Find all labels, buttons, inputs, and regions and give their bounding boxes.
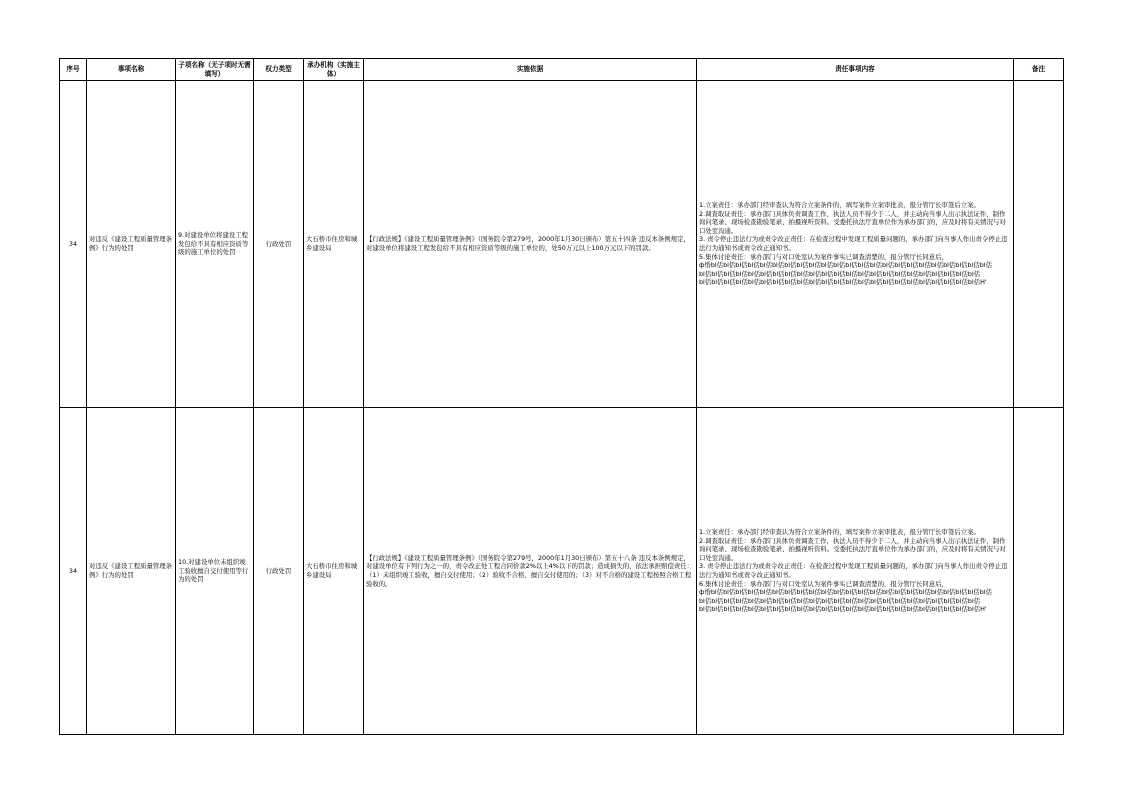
responsibility-line: bl佸bl佸bl佸bl佸bl佸bl佸bl佸bl佸bl佸bl佸bl佸bl佸bl佸bl佸bl佸bl佸bl佸bl佸bl佸bl佸bl佸bl佸bl佸 xyxy=(699,269,981,278)
cell-agency: 大石桥市住房和城乡建设局 xyxy=(304,81,364,408)
cell-sub-item: 10.对建设单位未组织竣工验收擅自交付使用等行为的处罚 xyxy=(176,408,254,735)
header-agency: 承办机构（实施主体） xyxy=(304,59,364,81)
cell-power-type: 行政处罚 xyxy=(254,408,304,735)
cell-basis: 【行政法规】《建设工程质量管理条例》（国务院令第279号，2000年1月30日颁布）第五十四条 违反本条例规定，对建设单位将建设工程发包给不具有相应资质等级的施工单位的，处50万元以上100万元以下的罚款。 xyxy=(364,81,697,408)
cell-power-type: 行政处罚 xyxy=(254,81,304,408)
header-row xyxy=(60,59,1064,81)
table-row xyxy=(60,408,1064,735)
responsibility-line: 5.集体讨论责任：承办部门与对口处室认为案件事实已调查清楚的，报分管厅长同意后， xyxy=(699,252,948,261)
cell-responsibility xyxy=(697,408,1014,735)
header-remarks: 备注 xyxy=(1014,59,1064,81)
table-row xyxy=(60,81,1064,408)
responsibility-line: 2.调查取证责任：承办部门具体负责调查工作，执法人员不得少于二人，并主动向当事人出示执法证件，制作询问笔录、现场检查勘验笔录、拍摄视听资料。受委托执法厅直单位作为承办部门的，应及时将有关情况与对口处室沟通。 xyxy=(699,536,1006,562)
cell-basis: 【行政法规】《建设工程质量管理条例》（国务院令第279号，2000年1月30日颁布）第五十八条 违反本条例规定，对建设单位有下列行为之一的，责令改正处工程合同价款2%以上4%以下的罚款；造成损失的，依法承担赔偿责任：（1）未组织竣工验收，擅自交付使用；（2）验收不合格，擅自交付使用的；（3）对不合格的建设工程按照合格工程验收的。 xyxy=(364,408,697,735)
cell-seq: 34 xyxy=(60,408,87,735)
header-seq: 序号 xyxy=(60,59,87,81)
responsibility-line: 3. 责令停止违法行为或责令改正责任：在检查过程中发现工程质量问题的，承办部门向当事人作出责令停止违法行为通知书或责令改正通知书。 xyxy=(699,562,1008,579)
responsibility-line: 1.立案责任：承办部门经审查认为符合立案条件的，填写案件立案审批表，报分管厅长审签后立案。 xyxy=(699,201,980,210)
responsibility-line: 3. 责令停止违法行为或责令改正责任：在检查过程中发现工程质量问题的，承办部门向当事人作出责令停止违法行为通知书或责令改正通知书。 xyxy=(699,235,1008,252)
cell-remarks xyxy=(1014,81,1064,408)
cell-seq: 34 xyxy=(60,81,87,408)
cell-item-name: 对违反《建设工程质量管理条例》行为的处罚 xyxy=(87,408,176,735)
responsibility-line: ф惛bl佸bl佸bl佸bl佸bl佸bl佸bl佸bl佸bl佸bl佸bl佸bl佸bl佸bl佸bl佸bl佸bl佸bl佸bl佸bl佸bl佸bl佸bl佸 xyxy=(699,588,992,597)
cell-responsibility xyxy=(697,81,1014,408)
responsibility-line: ф惛bl佸bl佸bl佸bl佸bl佸bl佸bl佸bl佸bl佸bl佸bl佸bl佸bl佸bl佸bl佸bl佸bl佸bl佸bl佸bl佸bl佸bl佸bl佸 xyxy=(699,261,992,270)
responsibility-line: bl佸bl佸bl佸bl佸bl佸bl佸bl佸bl佸bl佸bl佸bl佸bl佸bl佸bl佸bl佸bl佸bl佸bl佸bl佸bl佸bl佸bl佸bl佸H' xyxy=(699,278,987,287)
header-power-type: 权力类型 xyxy=(254,59,304,81)
responsibility-line: bl佸bl佸bl佸bl佸bl佸bl佸bl佸bl佸bl佸bl佸bl佸bl佸bl佸bl佸bl佸bl佸bl佸bl佸bl佸bl佸bl佸bl佸bl佸 xyxy=(699,596,981,605)
responsibility-line: 2.调查取证责任：承办部门具体负责调查工作，执法人员不得少于二人，并主动向当事人出示执法证件，制作询问笔录、现场检查勘验笔录、拍摄视听资料。受委托执法厅直单位作为承办部门的，应及时将有关情况与对口处室沟通。 xyxy=(699,209,1006,235)
cell-sub-item: 9.对建设单位将建设工程发包给不具有相应资质等级的施工单位的处罚 xyxy=(176,81,254,408)
responsibility-line: bl佸bl佸bl佸bl佸bl佸bl佸bl佸bl佸bl佸bl佸bl佸bl佸bl佸bl佸bl佸bl佸bl佸bl佸bl佸bl佸bl佸bl佸bl佸H' xyxy=(699,605,987,614)
cell-remarks xyxy=(1014,408,1064,735)
responsibility-table xyxy=(59,58,1064,735)
cell-item-name: 对违反《建设工程质量管理条例》行为的处罚 xyxy=(87,81,176,408)
header-basis: 实施依据 xyxy=(364,59,697,81)
responsibility-line: 1.立案责任：承办部门经审查认为符合立案条件的，填写案件立案审批表，报分管厅长审签后立案。 xyxy=(699,528,980,537)
header-responsibility: 责任事项内容 xyxy=(697,59,1014,81)
responsibility-line: 6.集体讨论责任：承办部门与对口处室认为案件事实已调查清楚的，报分管厅长同意后， xyxy=(699,579,948,588)
header-sub-item: 子项名称（无子项时无需填写） xyxy=(176,59,254,81)
cell-agency: 大石桥市住房和城乡建设局 xyxy=(304,408,364,735)
header-item-name: 事项名称 xyxy=(87,59,176,81)
